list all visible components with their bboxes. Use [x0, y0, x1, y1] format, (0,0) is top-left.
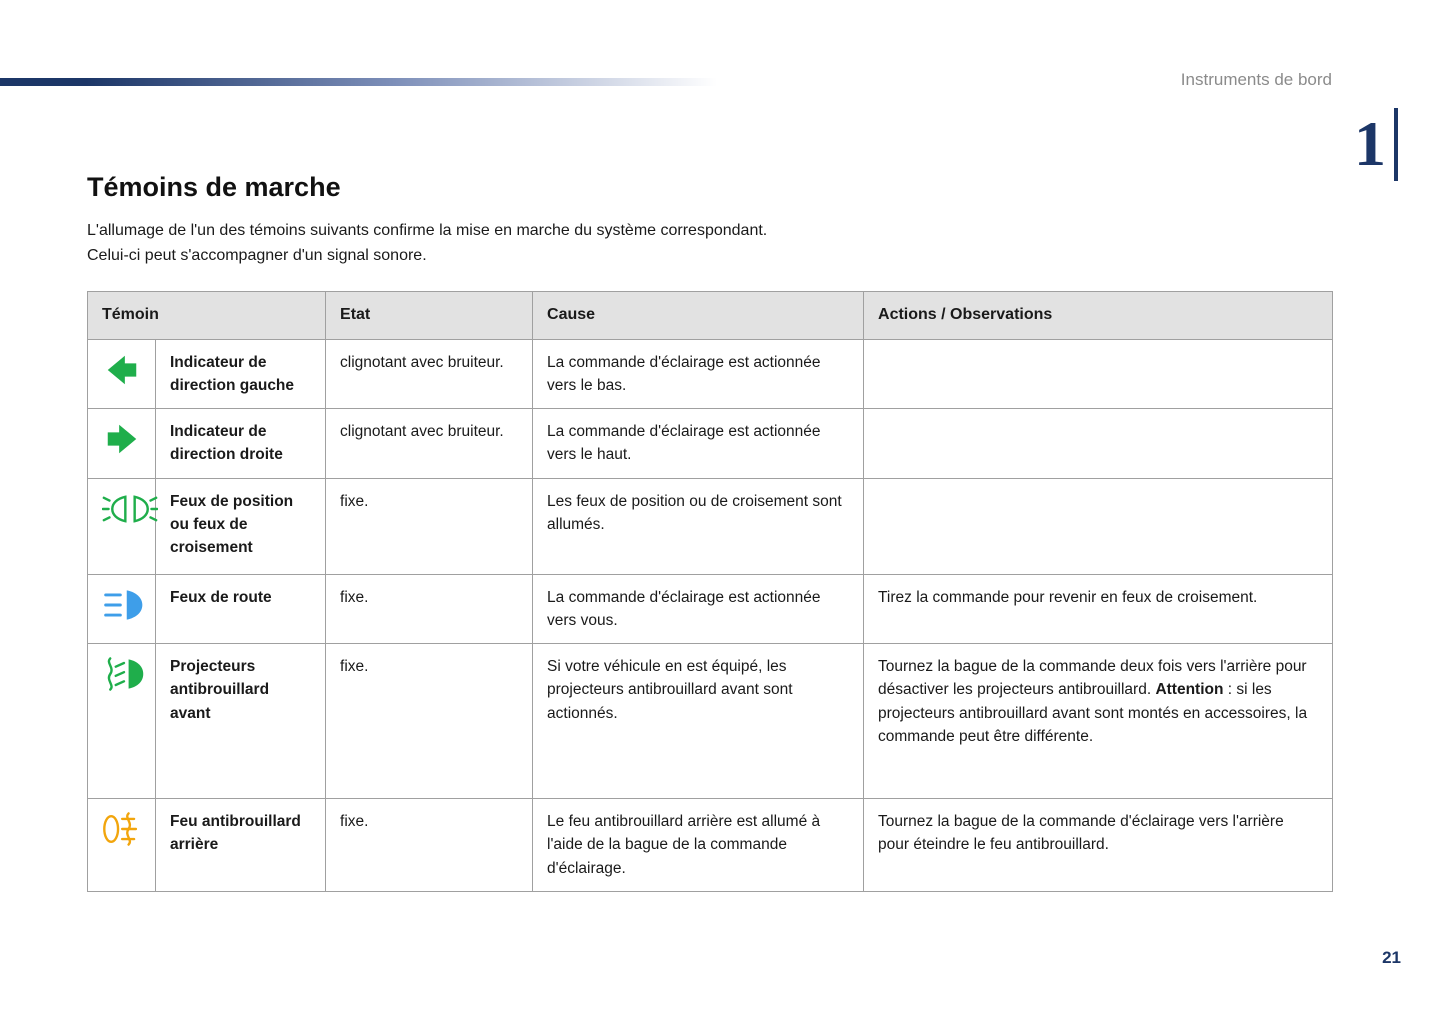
etat-cell: fixe.: [326, 478, 533, 574]
page-content: [87, 172, 1332, 892]
indicator-icon-cell: [88, 409, 156, 479]
warning-lamps-table: [87, 291, 1333, 892]
actions-cell: Tournez la bague de la commande deux fois vers l'arrière pour désactiver les projecteurs antibrouillard. Attention : si les projecteurs antibrouillard avant sont montés en accessoires, la commande peut être différente.: [864, 644, 1333, 799]
page-title: Témoins de marche: [87, 172, 341, 202]
table-row: [88, 644, 1333, 799]
page-number: 21: [1382, 948, 1401, 967]
header-cause: Cause: [533, 291, 864, 339]
table-header-row: [88, 291, 1333, 339]
indicator-label: Projecteurs antibrouillard avant: [156, 644, 326, 799]
chapter-number: 1: [1354, 108, 1398, 181]
table-row: [88, 339, 1333, 409]
etat-cell: fixe.: [326, 644, 533, 799]
position-lights-icon: [102, 490, 158, 528]
attention-label: Attention: [1155, 681, 1224, 699]
rear-fog-light-icon: [102, 810, 146, 848]
actions-cell: [864, 339, 1333, 409]
cause-cell: La commande d'éclairage est actionnée vers vous.: [533, 574, 864, 644]
table-row: [88, 409, 1333, 479]
front-fog-lights-icon: [102, 655, 146, 693]
header-etat: Etat: [326, 291, 533, 339]
section-header: Instruments de bord: [1180, 70, 1332, 89]
indicator-label: Feux de position ou feux de croisement: [156, 478, 326, 574]
indicator-icon-cell: [88, 799, 156, 892]
cause-cell: La commande d'éclairage est actionnée vers le bas.: [533, 339, 864, 409]
table-row: [88, 574, 1333, 644]
indicator-icon-cell: [88, 339, 156, 409]
indicator-icon-cell: [88, 644, 156, 799]
high-beam-icon: [102, 586, 146, 624]
cause-cell: Les feux de position ou de croisement sont allumés.: [533, 478, 864, 574]
indicator-label: Indicateur de direction droite: [156, 409, 326, 479]
cause-cell: Si votre véhicule en est équipé, les projecteurs antibrouillard avant sont actionnés.: [533, 644, 864, 799]
top-gradient-bar: [0, 78, 717, 86]
indicator-label: Feux de route: [156, 574, 326, 644]
header-actions: Actions / Observations: [864, 291, 1333, 339]
etat-cell: fixe.: [326, 799, 533, 892]
actions-cell: Tirez la commande pour revenir en feux de croisement.: [864, 574, 1333, 644]
actions-cell: Tournez la bague de la commande d'éclairage vers l'arrière pour éteindre le feu antibrouillard.: [864, 799, 1333, 892]
indicator-icon-cell: [88, 478, 156, 574]
etat-cell: clignotant avec bruiteur.: [326, 339, 533, 409]
table-row: [88, 478, 1333, 574]
etat-cell: fixe.: [326, 574, 533, 644]
indicator-label: Feu antibrouillard arrière: [156, 799, 326, 892]
header-temoin: Témoin: [88, 291, 326, 339]
indicator-icon-cell: [88, 574, 156, 644]
intro-line-1: L'allumage de l'un des témoins suivants confirme la mise en marche du système correspondant.: [87, 222, 768, 239]
cause-cell: Le feu antibrouillard arrière est allumé à l'aide de la bague de la commande d'éclairage.: [533, 799, 864, 892]
intro-paragraph: [87, 219, 1332, 269]
intro-line-2: Celui-ci peut s'accompagner d'un signal sonore.: [87, 246, 427, 264]
etat-cell: clignotant avec bruiteur.: [326, 409, 533, 479]
left-turn-indicator-icon: [103, 351, 141, 389]
right-turn-indicator-icon: [103, 420, 141, 458]
actions-cell: [864, 409, 1333, 479]
table-row: [88, 799, 1333, 892]
cause-cell: La commande d'éclairage est actionnée vers le haut.: [533, 409, 864, 479]
actions-cell: [864, 478, 1333, 574]
indicator-label: Indicateur de direction gauche: [156, 339, 326, 409]
